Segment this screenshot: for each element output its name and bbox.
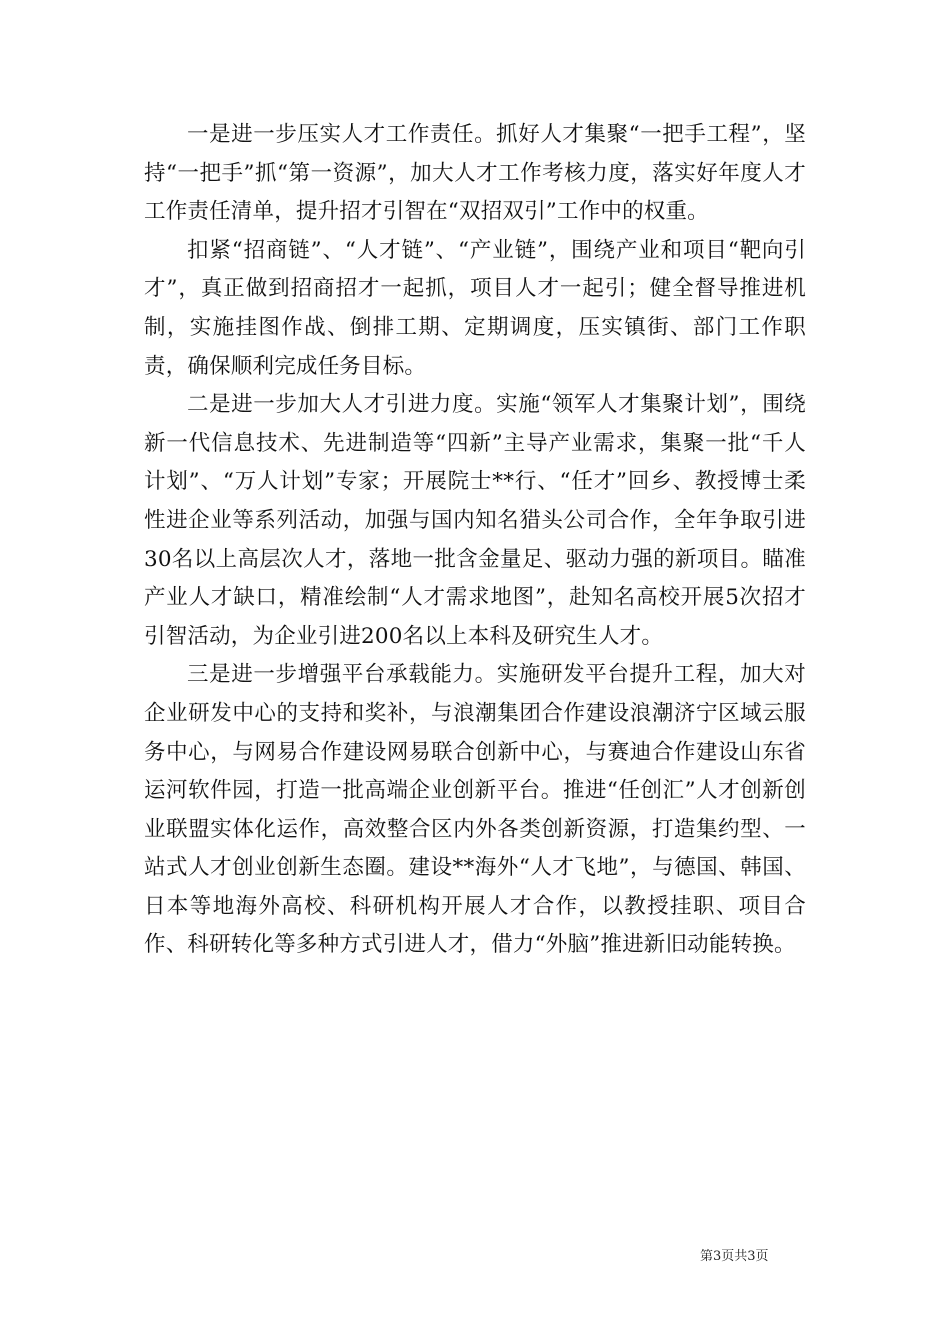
paragraph-2: 扣紧“招商链”、“人才链”、“产业链”，围绕产业和项目“靶向引才”，真正做到招商招才一起抓，项目人才一起引；健全督导推进机制，实施挂图作战、倒排工期、定期调度，压实镇街、部门工作职责，确保顺利完成任务目标。 bbox=[144, 237, 806, 379]
document-body bbox=[144, 116, 806, 965]
paragraph-1: 一是进一步压实人才工作责任。抓好人才集聚“一把手工程”，坚持“一把手”抓“第一资源”，加大人才工作考核力度，落实好年度人才工作责任清单，提升招才引智在“双招双引”工作中的权重。 bbox=[144, 122, 806, 225]
paragraph-3: 二是进一步加大人才引进力度。实施“领军人才集聚计划”，围绕新一代信息技术、先进制造等“四新”主导产业需求，集聚一批“千人计划”、“万人计划”专家；开展院士**行、“任才”回乡、教授博士柔性进企业等系列活动，加强与国内知名猎头公司合作，全年争取引进30名以上高层次人才，落地一批含金量足、驱动力强的新项目。瞄准产业人才缺口，精准绘制“人才需求地图”，赴知名高校开展5次招才引智活动，为企业引进200名以上本科及研究生人才。 bbox=[144, 392, 806, 649]
paragraph-4: 三是进一步增强平台承载能力。实施研发平台提升工程，加大对企业研发中心的支持和奖补，与浪潮集团合作建设浪潮济宁区域云服务中心，与网易合作建设网易联合创新中心，与赛迪合作建设山东省运河软件园，打造一批高端企业创新平台。推进“任创汇”人才创新创业联盟实体化运作，高效整合区内外各类创新资源，打造集约型、一站式人才创业创新生态圈。建设**海外“人才飞地”，与德国、韩国、日本等地海外高校、科研机构开展人才合作，以教授挂职、项目合作、科研转化等多种方式引进人才，借力“外脑”推进新旧动能转换。 bbox=[144, 662, 806, 958]
page-number-footer: 第3页共3页 bbox=[700, 1249, 769, 1264]
